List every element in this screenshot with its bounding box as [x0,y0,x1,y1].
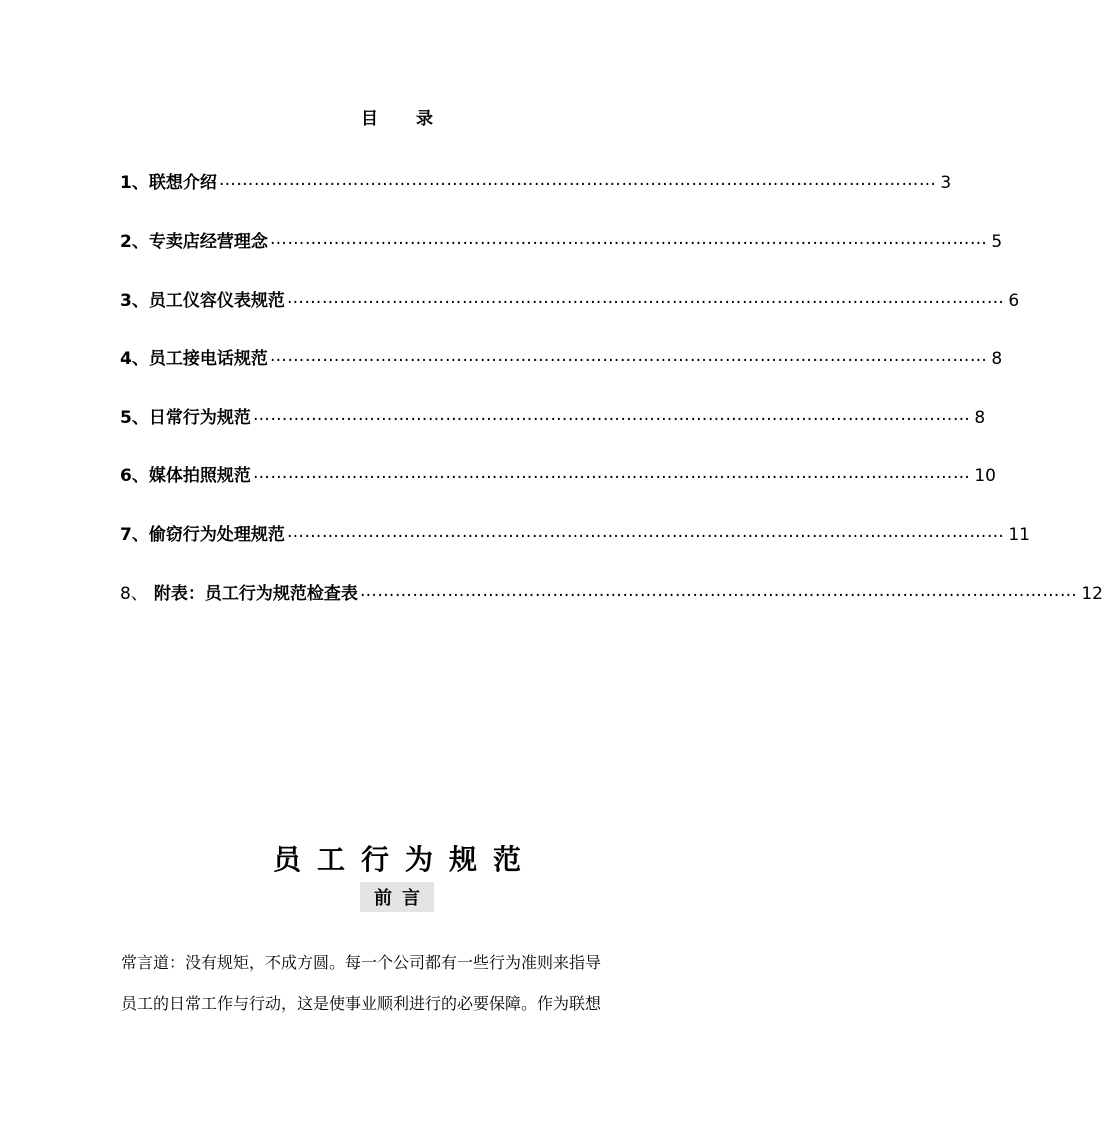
preface-title: 前言 [360,882,434,912]
section-title: 员工行为规范 [272,843,537,876]
toc-entry-page: 8 [991,349,1003,369]
toc-entry-title: 员工接电话规范 [148,349,268,369]
toc-entry-page: 12 [1081,584,1103,604]
toc-entry-number: 5、 [120,408,149,428]
toc-entry-title: 附表：员工行为规范检查表 [153,584,358,604]
toc-entry-number: 7、 [120,525,149,545]
toc-entry-page: 11 [1008,525,1030,545]
body-paragraph-line: 员工的日常工作与行动，这是使事业顺利进行的必要保障。作为联想 [121,994,602,1013]
toc-leader-dots: …………………………………………………………………………………………………………… [252,463,971,483]
toc-leader-dots: …………………………………………………………………………………………………………… [269,346,988,366]
toc-entry-number: 2、 [120,232,149,252]
toc-leader-dots: …………………………………………………………………………………………………………… [286,288,1005,308]
toc-entry-page: 8 [974,408,986,428]
toc-entry-number: 6、 [120,466,149,486]
toc-entry-page: 3 [940,173,952,193]
toc-entry-title: 员工仪容仪表规范 [148,291,285,311]
toc-leader-dots: …………………………………………………………………………………………………………… [252,405,971,425]
toc-entry-number: 1、 [120,173,149,193]
toc-entry[interactable] [120,167,952,193]
toc-entry-title: 专卖店经营理念 [148,232,268,252]
toc-entry-title: 联想介绍 [148,173,217,193]
toc-entry[interactable] [120,285,1020,311]
preface-heading [0,882,794,912]
toc-entry-number: 4、 [120,349,149,369]
toc-entry[interactable] [120,519,1030,545]
toc-entry-page: 10 [974,466,996,486]
toc-entry[interactable] [120,578,1103,604]
toc-leader-dots: …………………………………………………………………………………………………………… [286,522,1005,542]
toc-entry-number: 3、 [120,291,149,311]
toc-entry[interactable] [120,343,1003,369]
toc-entry-page: 5 [991,232,1003,252]
toc-entry-title: 媒体拍照规范 [148,466,251,486]
toc-leader-dots: …………………………………………………………………………………………………………… [359,581,1078,601]
toc-entry[interactable] [120,226,1003,252]
body-paragraph-line: 常言道：没有规矩，不成方圆。每一个公司都有一些行为准则来指导 [121,953,602,972]
toc-entry-title: 偷窃行为处理规范 [148,525,285,545]
toc-entry[interactable] [120,402,986,428]
toc-title: 目 录 [361,109,449,129]
toc-entry-number: 8、 [120,584,148,604]
toc-entry[interactable] [120,460,996,486]
toc-leader-dots: …………………………………………………………………………………………………………… [269,229,988,249]
toc-entry-title: 日常行为规范 [148,408,251,428]
toc-entry-page: 6 [1008,291,1020,311]
toc-leader-dots: …………………………………………………………………………………………………………… [218,170,937,190]
